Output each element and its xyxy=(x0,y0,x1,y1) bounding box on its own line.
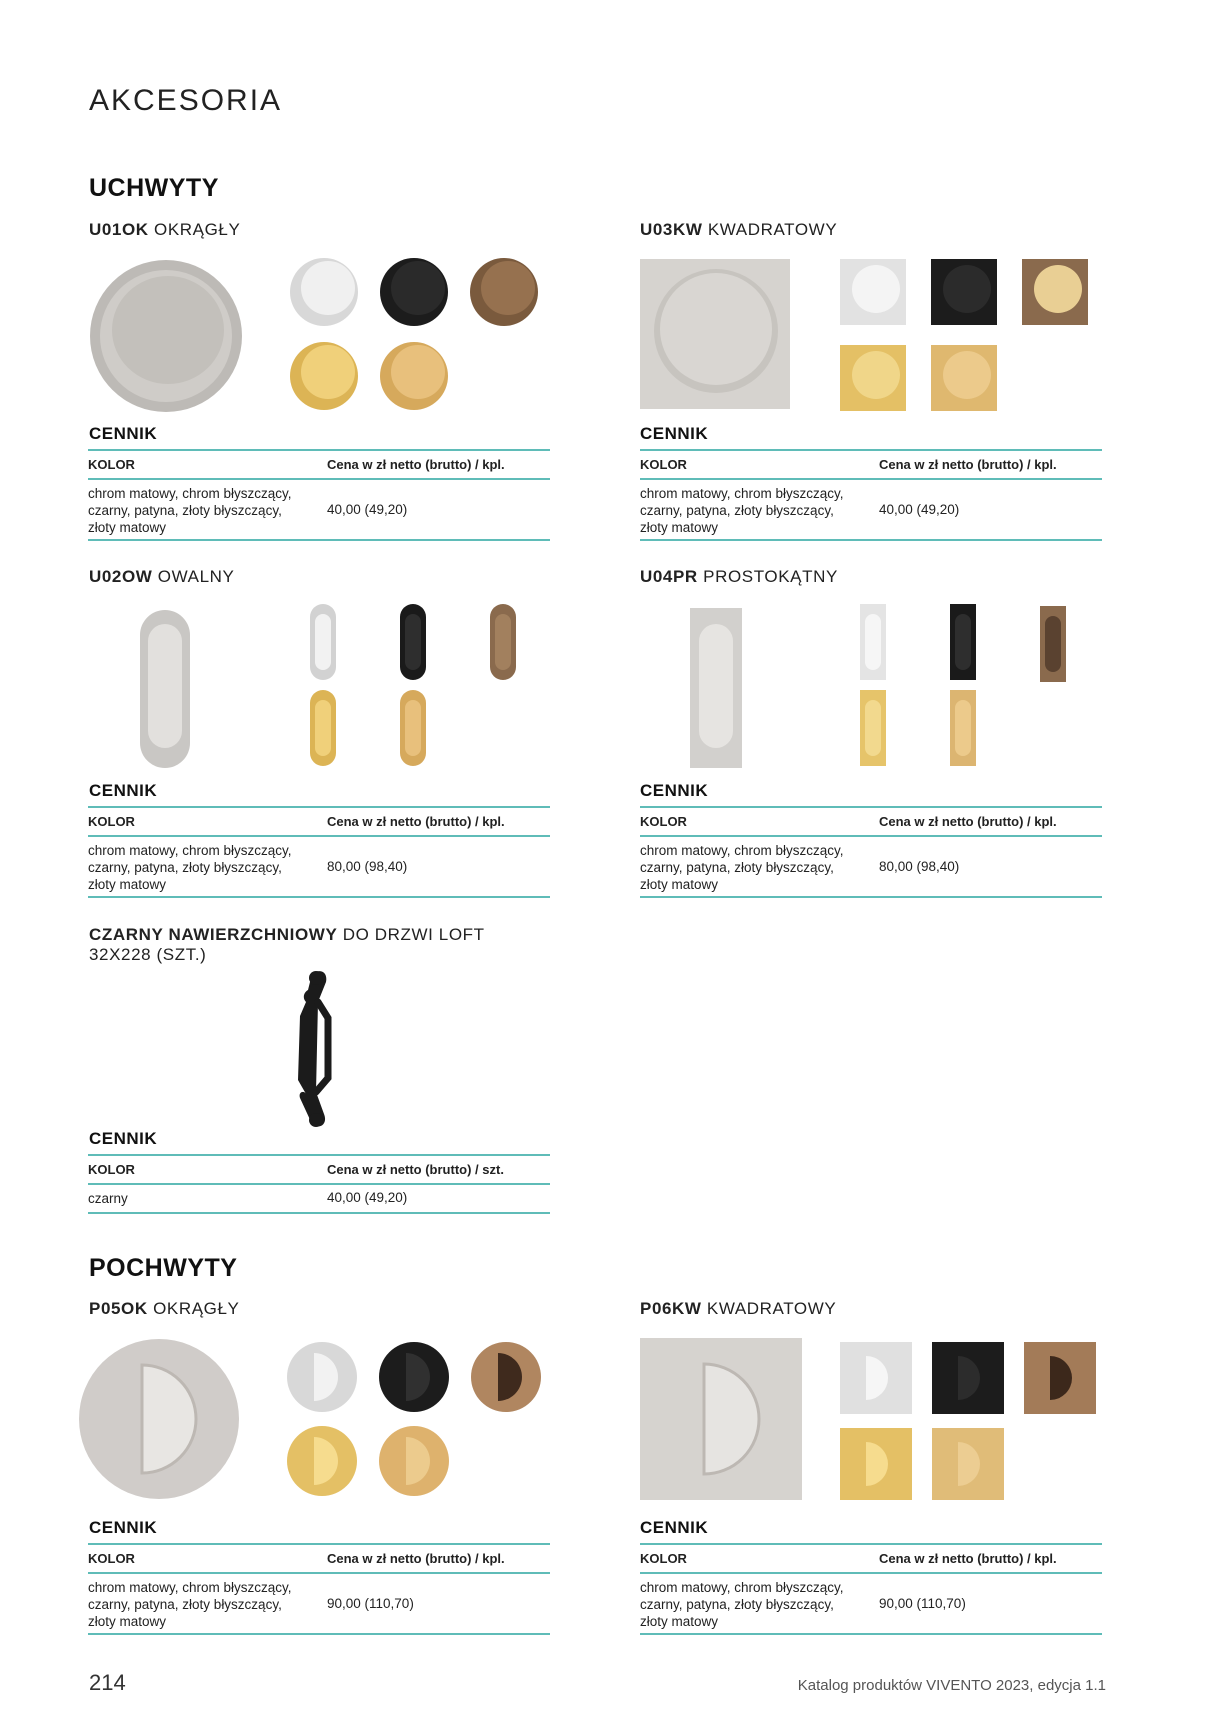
product-code: P05OK xyxy=(89,1299,148,1318)
product-code: U03KW xyxy=(640,220,703,239)
price-cell: 40,00 (49,20) xyxy=(327,502,408,517)
table-row xyxy=(640,837,1102,898)
u04pr-swatch-patina xyxy=(1040,606,1066,682)
u01ok-swatch-black xyxy=(380,258,448,326)
price-table-p05ok xyxy=(88,1543,550,1635)
u02ow-swatch-gold-matte xyxy=(400,690,426,766)
product-title-p06kw xyxy=(640,1299,836,1319)
table-header xyxy=(640,806,1102,837)
page-number: 214 xyxy=(89,1670,126,1695)
u03kw-main-image xyxy=(640,259,790,409)
product-size: 32X228 (SZT.) xyxy=(89,945,207,964)
product-name: OKRĄGŁY xyxy=(153,1299,240,1318)
section-title-pochwyty: POCHWYTY xyxy=(89,1254,238,1282)
catalog-label: Katalog produktów VIVENTO 2023, edycja 1.1 xyxy=(797,1677,1106,1694)
p05ok-swatch-black xyxy=(379,1342,449,1412)
u01ok-main-image xyxy=(90,260,242,412)
price-header: Cena w zł netto (brutto) / szt. xyxy=(327,1162,504,1177)
u03kw-swatch-black xyxy=(931,259,997,325)
p05ok-swatch-chrome xyxy=(287,1342,357,1412)
price-header: Cena w zł netto (brutto) / kpl. xyxy=(879,457,1057,472)
table-row xyxy=(88,837,550,898)
u01ok-swatch-gold-matte xyxy=(380,342,448,410)
cennik-label: CENNIK xyxy=(89,1129,158,1148)
colors-cell: chrom matowy, chrom błyszczący, czarny, patyna, złoty błyszczący, złoty matowy xyxy=(88,843,292,892)
cennik-label: CENNIK xyxy=(640,424,709,443)
product-name: OKRĄGŁY xyxy=(154,220,241,239)
colors-cell: chrom matowy, chrom błyszczący, czarny, patyna, złoty błyszczący, złoty matowy xyxy=(88,1580,292,1629)
p05ok-swatch-gold-matte xyxy=(379,1426,449,1496)
product-name: KWADRATOWY xyxy=(707,220,838,239)
u04pr-swatch-gold-shiny xyxy=(860,690,886,766)
u01ok-images xyxy=(88,260,508,420)
product-title-loft xyxy=(89,925,485,965)
u02ow-swatch-chrome xyxy=(310,604,336,680)
price-table-u01ok xyxy=(88,449,550,541)
u01ok-swatch-chrome xyxy=(290,258,358,326)
price-table-loft xyxy=(88,1154,550,1214)
u04pr-swatch-gold-matte xyxy=(950,690,976,766)
u03kw-swatch-chrome xyxy=(840,259,906,325)
product-code: P06KW xyxy=(640,1299,702,1318)
p06kw-swatch-gold-matte xyxy=(932,1428,1004,1500)
price-table-p06kw xyxy=(640,1543,1102,1635)
colors-cell: chrom matowy, chrom błyszczący, czarny, patyna, złoty błyszczący, złoty matowy xyxy=(640,1580,844,1629)
cennik-label: CENNIK xyxy=(640,1518,709,1537)
colors-cell: czarny xyxy=(88,1191,128,1206)
u02ow-main-image xyxy=(140,610,190,768)
p05ok-swatch-gold-shiny xyxy=(287,1426,357,1496)
price-cell: 80,00 (98,40) xyxy=(327,859,408,874)
price-header: Cena w zł netto (brutto) / kpl. xyxy=(327,814,505,829)
p06kw-swatch-black xyxy=(932,1342,1004,1414)
cennik-label: CENNIK xyxy=(89,781,158,800)
p06kw-images xyxy=(640,1338,1100,1503)
section-title-uchwyty: UCHWYTY xyxy=(89,174,219,202)
u01ok-swatch-patina xyxy=(470,258,538,326)
product-title-u01ok xyxy=(89,220,240,240)
product-code: CZARNY NAWIERZCHNIOWY xyxy=(89,925,338,944)
colors-cell: chrom matowy, chrom błyszczący, czarny, patyna, złoty błyszczący, złoty matowy xyxy=(640,843,844,892)
table-row xyxy=(88,1185,550,1214)
price-table-u02ow xyxy=(88,806,550,898)
u04pr-swatch-chrome xyxy=(860,604,886,680)
price-cell: 40,00 (49,20) xyxy=(327,1190,408,1205)
kolor-header: KOLOR xyxy=(88,814,135,829)
u04pr-main-image xyxy=(690,608,742,768)
product-name: KWADRATOWY xyxy=(706,1299,837,1318)
product-title-p05ok xyxy=(89,1299,239,1319)
price-cell: 90,00 (110,70) xyxy=(879,1596,966,1611)
u03kw-swatch-gold-matte xyxy=(931,345,997,411)
product-code: U02OW xyxy=(89,567,153,586)
colors-cell: chrom matowy, chrom błyszczący, czarny, patyna, złoty błyszczący, złoty matowy xyxy=(640,486,844,535)
colors-cell: chrom matowy, chrom błyszczący, czarny, patyna, złoty błyszczący, złoty matowy xyxy=(88,486,292,535)
price-header: Cena w zł netto (brutto) / kpl. xyxy=(327,1551,505,1566)
price-header: Cena w zł netto (brutto) / kpl. xyxy=(879,814,1057,829)
table-row xyxy=(640,1574,1102,1635)
table-header xyxy=(88,1543,550,1574)
price-cell: 90,00 (110,70) xyxy=(327,1596,414,1611)
u03kw-swatch-patina xyxy=(1022,259,1088,325)
p06kw-main-image xyxy=(640,1338,802,1500)
kolor-header: KOLOR xyxy=(88,1551,135,1566)
page-title: AKCESORIA xyxy=(89,84,283,117)
u03kw-images xyxy=(640,259,1090,419)
product-code: U04PR xyxy=(640,567,698,586)
loft-handle-image xyxy=(288,968,348,1133)
u02ow-swatch-black xyxy=(400,604,426,680)
product-code: U01OK xyxy=(89,220,149,239)
kolor-header: KOLOR xyxy=(88,1162,135,1177)
price-cell: 80,00 (98,40) xyxy=(879,859,960,874)
price-table-u04pr xyxy=(640,806,1102,898)
kolor-header: KOLOR xyxy=(640,457,687,472)
product-name: DO DRZWI LOFT xyxy=(342,925,485,944)
product-title-u03kw xyxy=(640,220,837,240)
p05ok-images xyxy=(78,1339,548,1501)
table-header xyxy=(88,1154,550,1185)
cennik-label: CENNIK xyxy=(89,1518,158,1537)
price-table-u03kw xyxy=(640,449,1102,541)
table-header xyxy=(88,449,550,480)
u04pr-swatch-black xyxy=(950,604,976,680)
table-header xyxy=(640,1543,1102,1574)
price-header: Cena w zł netto (brutto) / kpl. xyxy=(327,457,505,472)
p06kw-swatch-gold-shiny xyxy=(840,1428,912,1500)
cennik-label: CENNIK xyxy=(89,424,158,443)
u01ok-swatch-gold-shiny xyxy=(290,342,358,410)
kolor-header: KOLOR xyxy=(640,1551,687,1566)
u03kw-swatch-gold-shiny xyxy=(840,345,906,411)
p06kw-swatch-patina xyxy=(1024,1342,1096,1414)
table-header xyxy=(640,449,1102,480)
price-cell: 40,00 (49,20) xyxy=(879,502,960,517)
table-row xyxy=(88,480,550,541)
product-name: OWALNY xyxy=(157,567,235,586)
cennik-label: CENNIK xyxy=(640,781,709,800)
price-header: Cena w zł netto (brutto) / kpl. xyxy=(879,1551,1057,1566)
table-row xyxy=(640,480,1102,541)
product-title-u02ow xyxy=(89,567,234,587)
u04pr-images xyxy=(680,602,1080,777)
u02ow-images xyxy=(130,602,530,777)
p05ok-main-image xyxy=(79,1339,239,1499)
product-title-u04pr xyxy=(640,567,838,587)
u02ow-swatch-patina xyxy=(490,604,516,680)
product-name: PROSTOKĄTNY xyxy=(703,567,838,586)
table-header xyxy=(88,806,550,837)
kolor-header: KOLOR xyxy=(640,814,687,829)
u02ow-swatch-gold-shiny xyxy=(310,690,336,766)
kolor-header: KOLOR xyxy=(88,457,135,472)
p05ok-swatch-patina xyxy=(471,1342,541,1412)
p06kw-swatch-chrome xyxy=(840,1342,912,1414)
table-row xyxy=(88,1574,550,1635)
